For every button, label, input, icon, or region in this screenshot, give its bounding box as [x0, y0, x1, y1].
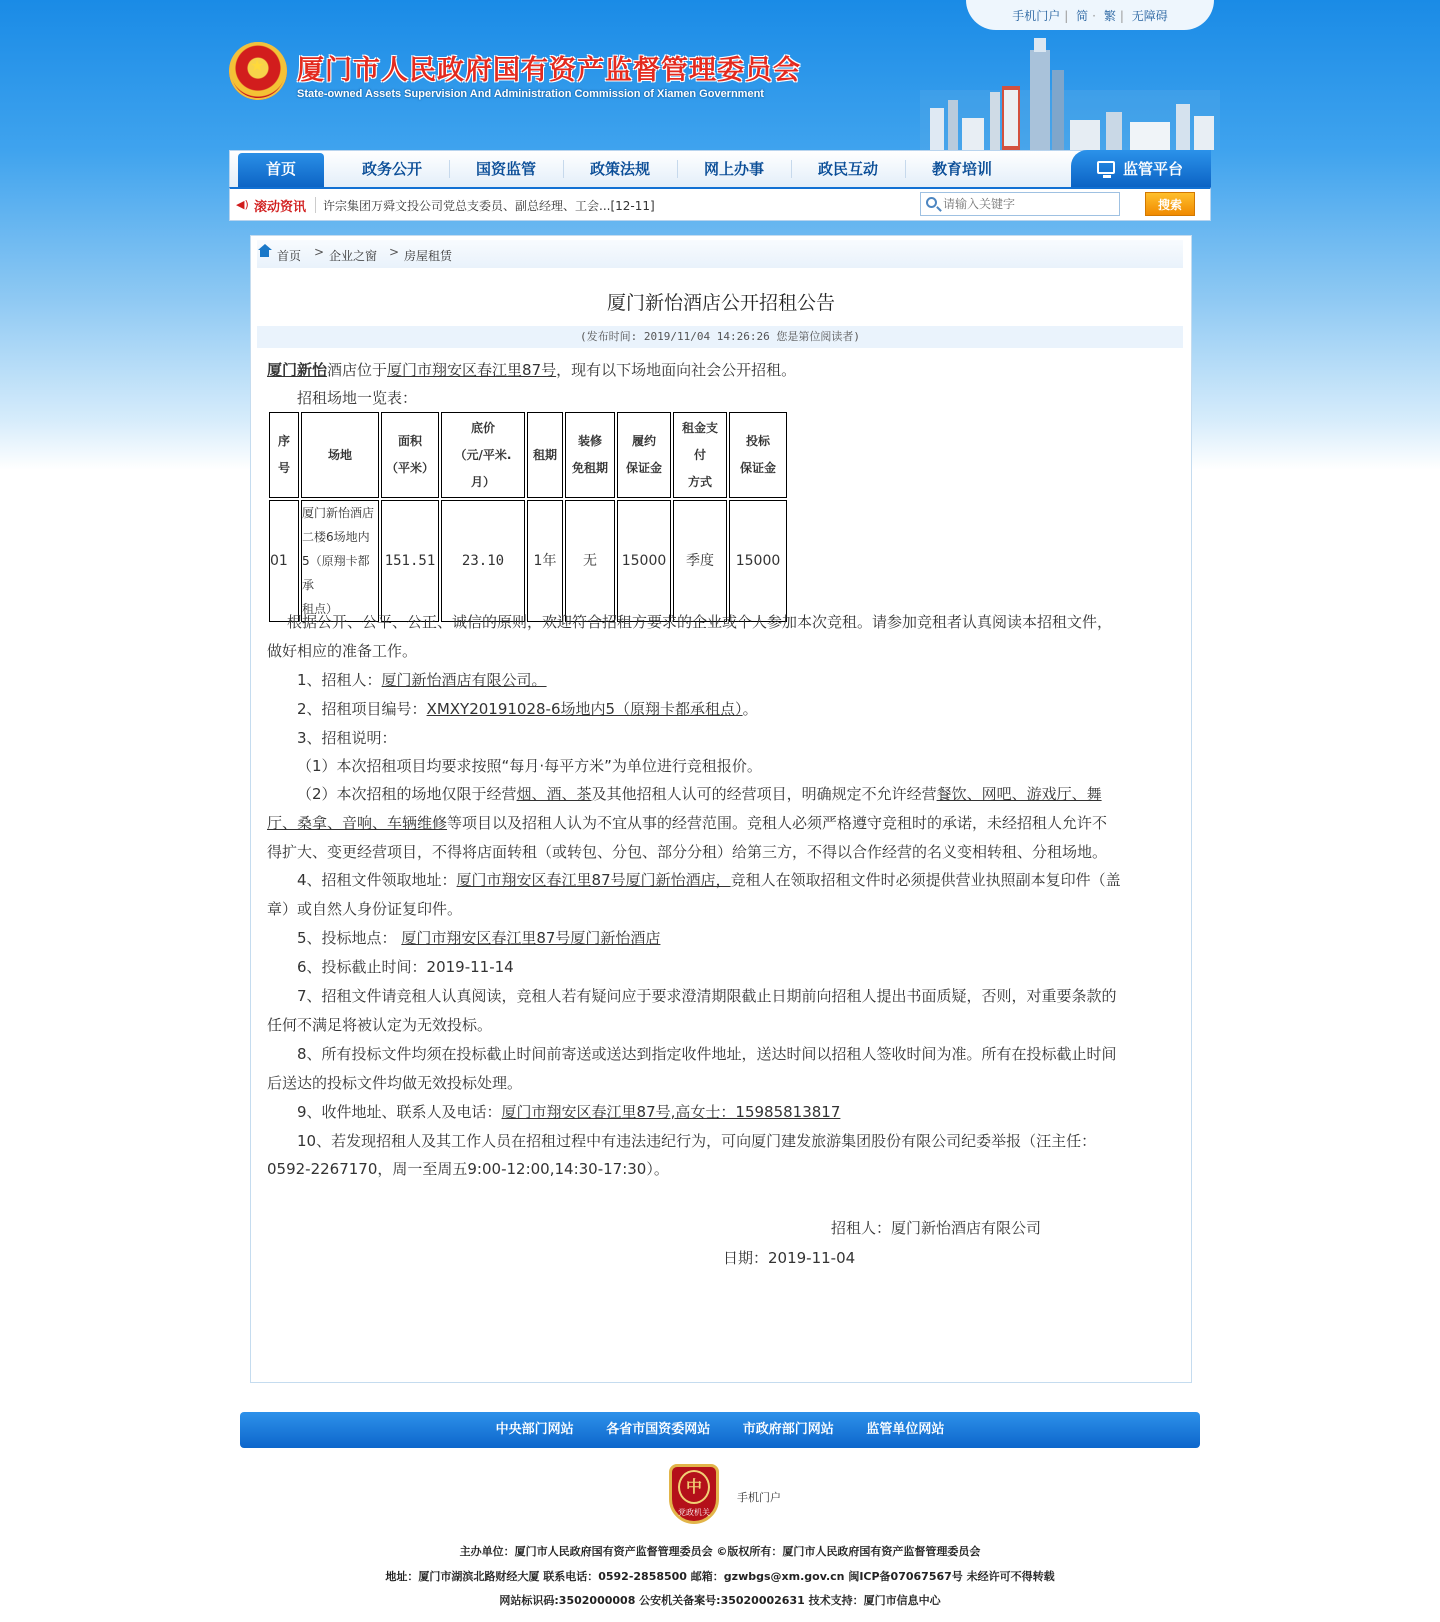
cell-bid-deposit: 15000 — [729, 500, 787, 622]
item-8-cont: 后送达的投标文件均做无效投标处理。 — [267, 1074, 523, 1092]
speaker-icon: ◀) — [236, 198, 249, 211]
item-7: 7、招租文件请竞租人认真阅读，竞租人若有疑问应于要求澄清期限截止日期前向招租人提出书面质疑，否则，对重要条款的 — [297, 987, 1117, 1005]
cell-price: 23.10 — [441, 500, 525, 622]
badge-emblem: 中 — [678, 1470, 710, 1504]
table-header-row — [269, 412, 787, 498]
search-button[interactable]: 搜索 — [1145, 192, 1195, 216]
traditional-link[interactable]: 繁 — [1103, 9, 1116, 23]
item-5: 5、投标地点： 厦门市翔安区春江里87号厦门新怡酒店 — [297, 929, 661, 947]
intro-address: 厦门市翔安区春江里87号 — [387, 361, 557, 379]
nav-home[interactable]: 首页 — [238, 153, 324, 188]
search-field — [920, 192, 1120, 216]
nav-divider — [449, 160, 450, 178]
cell-term: 1年 — [527, 500, 563, 622]
mobile-portal-link[interactable]: 手机门户 — [1012, 9, 1061, 23]
home-icon — [257, 244, 272, 258]
national-emblem-icon — [229, 42, 287, 100]
item-2: 2、招租项目编号：XMXY20191028-6场地内5（原翔卡都承租点）。 — [297, 700, 758, 718]
footer-mobile-link[interactable]: 手机门户 — [737, 1491, 781, 1504]
item-6: 6、投标截止时间：2019-11-14 — [297, 958, 514, 976]
supervision-platform-label: 监管平台 — [1123, 160, 1184, 178]
footer-link-supervised[interactable]: 监管单位网站 — [866, 1422, 945, 1437]
sign-date: 日期：2019-11-04 — [723, 1249, 856, 1267]
header-cell-area: 面积 （平米） — [381, 412, 439, 498]
footer-link-municipal[interactable]: 市政府部门网站 — [742, 1422, 834, 1437]
item-3-2-cont: 厅、桑拿、音响、车辆维修等项目以及招租人认为不宜从事的经营范围。竞租人必须严格遵守竞租时的承诺，未经招租人允许不 — [267, 814, 1108, 832]
nav-policies[interactable]: 政策法规 — [589, 160, 650, 178]
header-cell-site: 场地 — [301, 412, 379, 498]
header-cell-price: 底价 （元/平米. 月） — [441, 412, 525, 498]
table-row — [269, 500, 787, 622]
simplified-link[interactable]: 简 — [1076, 9, 1089, 23]
badge-label: 党政机关 — [678, 1508, 710, 1517]
cell-payment: 季度 — [673, 500, 727, 622]
footer-links — [240, 1412, 1200, 1448]
news-ticker-label: 滚动资讯 — [254, 200, 307, 215]
party-government-badge[interactable] — [669, 1464, 719, 1524]
intro-text: 酒店位于 — [327, 361, 388, 379]
intro-paragraph — [267, 356, 796, 385]
nav-divider — [677, 160, 678, 178]
search-icon — [926, 197, 937, 208]
footer-sponsor: 主办单位：厦门市人民政府国有资产监督管理委员会 ©版权所有：厦门市人民政府国有资产监督管理委员会 — [459, 1545, 981, 1558]
nav-divider — [791, 160, 792, 178]
item-7-cont: 任何不满足将被认定为无效投标。 — [267, 1016, 493, 1034]
nav-divider — [905, 160, 906, 178]
cell-area: 151.51 — [381, 500, 439, 622]
footer-link-central[interactable]: 中央部门网站 — [495, 1422, 574, 1437]
rental-table — [267, 410, 789, 624]
list-title: 招租场地一览表： — [297, 389, 418, 407]
supervision-platform-button[interactable] — [1071, 150, 1211, 188]
breadcrumb-home[interactable]: 首页 — [277, 249, 302, 263]
item-3-1: （1）本次招租项目均要求按照“每月·每平方米”为单位进行竞租报价。 — [297, 757, 762, 775]
footer-link-provincial[interactable]: 各省市国资委网站 — [606, 1422, 711, 1437]
top-links: 手机门户 | 简 · 繁 | 无障碍 — [966, 0, 1214, 30]
intro-text-end: ，现有以下场地面向社会公开招租。 — [556, 361, 797, 379]
chevron-right-icon: > — [389, 245, 400, 259]
nav-state-assets[interactable]: 国资监管 — [475, 160, 536, 178]
cell-free: 无 — [565, 500, 615, 622]
item-3-2: （2）本次招租的场地仅限于经营烟、酒、茶及其他招租人认可的经营项目，明确规定不允许经营餐饮、网吧、游戏厅、舞 — [297, 785, 1102, 803]
header-cell-free: 装修 免租期 — [565, 412, 615, 498]
search-input[interactable] — [943, 195, 1113, 213]
breadcrumb-rental[interactable]: 房屋租赁 — [404, 249, 453, 263]
city-skyline-image — [920, 30, 1220, 150]
news-ticker-item[interactable]: 许宗集团万舜文投公司党总支委员、副总经理、工会...[12-11] — [323, 199, 655, 213]
cell-deposit: 15000 — [617, 500, 671, 622]
item-9: 9、收件地址、联系人及电话：厦门市翔安区春江里87号,高女士：15985813817 — [297, 1103, 841, 1121]
article-panel — [250, 235, 1192, 1383]
main-nav — [229, 150, 1211, 187]
paragraph-principles-cont: 做好相应的准备工作。 — [267, 642, 418, 660]
breadcrumb — [257, 240, 1183, 268]
header-cell-no: 序 号 — [269, 412, 299, 498]
nav-divider — [563, 160, 564, 178]
accessibility-link[interactable]: 无障碍 — [1131, 9, 1168, 23]
nav-training[interactable]: 教育培训 — [931, 160, 992, 178]
chevron-right-icon: > — [314, 245, 325, 259]
item-4: 4、招租文件领取地址：厦门市翔安区春江里87号厦门新怡酒店，竞租人在领取招租文件时必须提供营业执照副本复印件（盖 — [297, 871, 1121, 889]
item-1: 1、招租人：厦门新怡酒店有限公司。 — [297, 671, 547, 689]
site-subtitle: State-owned Assets Supervision And Administration Commission of Xiamen Government — [297, 88, 764, 100]
news-divider — [315, 197, 316, 213]
news-ticker-bar — [229, 187, 1211, 221]
site-title[interactable]: 厦门市人民政府国有资产监督管理委员会 — [297, 55, 801, 86]
item-10-cont: 0592-2267170，周一至周五9:00-12:00,14:30-17:30）。 — [267, 1160, 669, 1178]
nav-interaction[interactable]: 政民互动 — [817, 160, 878, 178]
article-meta: (发布时间: 2019/11/04 14:26:26 您是第位阅读者) — [257, 326, 1183, 348]
item-8: 8、所有投标文件均须在投标截止时间前寄送或送达到指定收件地址，送达时间以招租人签收时间为准。所有在投标截止时间 — [297, 1045, 1117, 1063]
breadcrumb-enterprise[interactable]: 企业之窗 — [329, 249, 378, 263]
intro-hotel-name: 厦门新怡 — [267, 361, 328, 379]
item-4-cont: 章）或自然人身份证复印件。 — [267, 900, 463, 918]
signer: 招租人：厦门新怡酒店有限公司 — [831, 1219, 1042, 1237]
header-cell-bid-deposit: 投标 保证金 — [729, 412, 787, 498]
cell-site: 厦门新怡酒店 二楼6场地内 5（原翔卡都承 租点） — [301, 500, 379, 622]
item-3: 3、招租说明： — [297, 729, 397, 747]
article-title: 厦门新怡酒店公开招租公告 — [606, 292, 835, 314]
header-cell-payment: 租金支 付 方式 — [673, 412, 727, 498]
nav-online-services[interactable]: 网上办事 — [703, 160, 764, 178]
header-cell-deposit: 履约 保证金 — [617, 412, 671, 498]
monitor-icon — [1097, 161, 1115, 174]
footer-address: 地址：厦门市湖滨北路财经大厦 联系电话：0592-2858500 邮箱：gzwbgs@xm.gov.cn 闽ICP备07067567号 未经许可不得转载 — [385, 1570, 1055, 1583]
paragraph-principles: 根据公开、公平、公正、诚信的原则，欢迎符合招租方要求的企业或个人参加本次竞租。请参加竞租者认真阅读本招租文件， — [287, 613, 1113, 631]
item-10: 10、若发现招租人及其工作人员在招租过程中有违法违纪行为，可向厦门建发旅游集团股份有限公司纪委举报（汪主任： — [297, 1132, 1097, 1150]
item-3-2-cont2: 得扩大、变更经营项目，不得将店面转租（或转包、分包、部分分租）给第三方，不得以合作经营的名义变相转租、分租场地。 — [267, 843, 1108, 861]
header-cell-term: 租期 — [527, 412, 563, 498]
nav-government-affairs[interactable]: 政务公开 — [361, 160, 422, 178]
cell-no: 01 — [269, 500, 299, 622]
footer-registration: 网站标识码:3502000008 公安机关备案号:35020002631 技术支持：厦门市信息中心 — [499, 1594, 941, 1607]
